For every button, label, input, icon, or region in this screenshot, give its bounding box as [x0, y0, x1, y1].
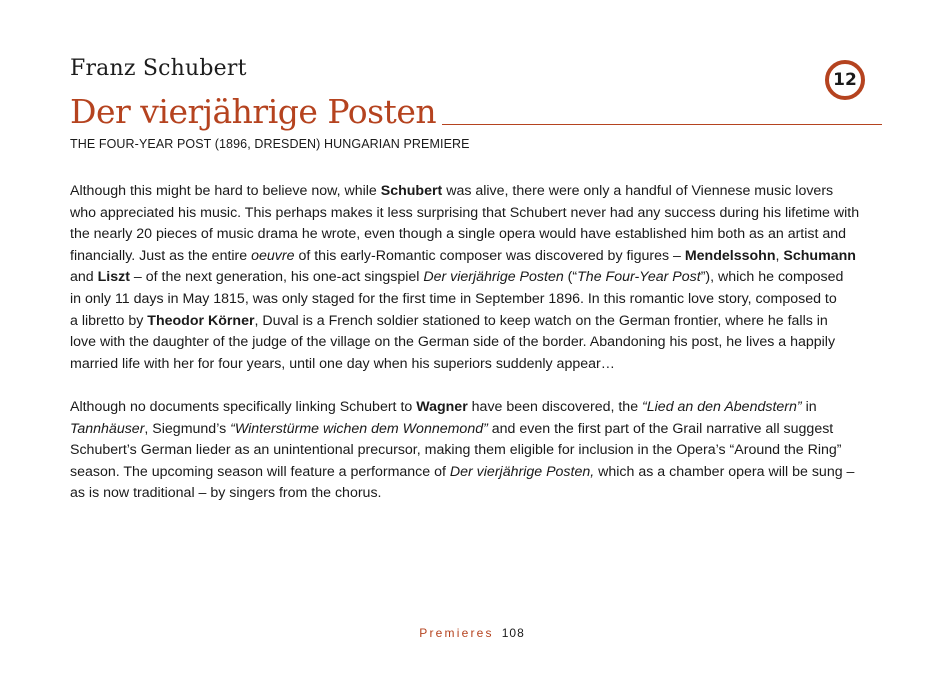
page-title: Der vierjährige Posten: [70, 92, 437, 131]
bold-name: Liszt: [97, 269, 130, 286]
bold-name: Wagner: [416, 398, 468, 415]
text-line: financially. Just as the entire oeuvre of this early-Romantic composer was discovered by figures – Mendelssohn, Schumann: [70, 247, 856, 264]
title-row: [70, 92, 882, 132]
text-line: Schubert’s German lieder as an unintentional precursor, making them eligible for inclusion in the Opera’s “Around the Ring”: [70, 442, 842, 459]
text-line: Although this might be hard to believe now, while Schubert was alive, there were only a handful of Viennese music lovers: [70, 183, 834, 199]
text-line: a libretto by Theodor Körner, Duval is a French soldier stationed to keep watch on the German frontier, where he falls in: [70, 312, 828, 329]
text-line: love with the daughter of the judge of the village on the German side of the border. Abandoning his post, he lives a happily: [70, 334, 836, 351]
bold-name: Schubert: [380, 183, 443, 199]
italic-title: “Lied an den Abendstern”: [642, 398, 802, 415]
bold-name: Mendelssohn: [684, 247, 776, 264]
text-line: married life with her for four years, until one day when his superiors suddenly appear…: [70, 355, 615, 372]
page-footer: [0, 626, 944, 641]
text-line: Tannhäuser, Siegmund’s “Winterstürme wichen dem Wonnemond” and even the first part of the Grail narrative all suggest: [70, 420, 834, 437]
paragraph-2: [70, 397, 882, 505]
footer-section-label: Premieres: [419, 626, 494, 640]
text-line: who appreciated his music. This perhaps makes it less surprising that Schubert never had any success during his lifetime with: [70, 204, 860, 221]
text-line: as is now traditional – by singers from the chorus.: [70, 485, 382, 502]
text-line: season. The upcoming season will feature a performance of Der vierjährige Posten, which as a chamber opera will be sung –: [70, 463, 855, 480]
paragraph-1: [70, 181, 882, 375]
italic-title: Tannhäuser: [70, 420, 145, 437]
title-rule: [442, 124, 882, 125]
italic-title: “Winterstürme wichen dem Wonnemond”: [230, 420, 488, 437]
text-line: Although no documents specifically linking Schubert to Wagner have been discovered, the “Lied an den Abendstern” in: [70, 398, 817, 415]
page-subtitle: THE FOUR-YEAR POST (1896, DRESDEN) HUNGARIAN PREMIERE: [70, 137, 470, 151]
paragraph-gap: [70, 375, 882, 397]
italic-term: oeuvre: [251, 247, 295, 264]
italic-title: Der vierjährige Posten,: [449, 463, 595, 480]
composer-name: Franz Schubert: [70, 56, 247, 81]
page-number: 108: [501, 626, 525, 640]
text-line: the nearly 20 pieces of music drama he wrote, even though a single opera would have established him both as an artist and: [70, 226, 847, 243]
bold-name: Theodor Körner: [147, 312, 255, 329]
bold-name: Schumann: [783, 247, 856, 264]
number-badge: 12: [825, 60, 865, 100]
body-text: [70, 181, 882, 505]
text-line: in only 11 days in May 1815, was only staged for the first time in September 1896. In this romantic love story, composed to: [70, 290, 837, 307]
italic-title: The Four-Year Post: [577, 269, 701, 286]
text-line: and Liszt – of the next generation, his one-act singspiel Der vierjährige Posten (“The Four-Year Post”), which he composed: [70, 269, 844, 286]
italic-title: Der vierjährige Posten: [423, 269, 564, 286]
